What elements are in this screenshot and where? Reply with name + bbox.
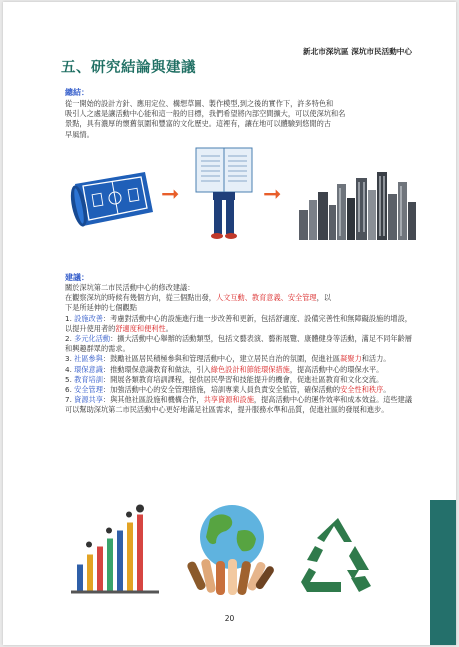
summary-line: 早風情。 — [65, 129, 94, 139]
item-number: 2. — [65, 334, 75, 344]
item-highlight: 綠色設計和節能環保措施 — [210, 364, 290, 374]
item-key: 教育培訓 — [74, 374, 103, 384]
item-highlight: 凝聚力 — [340, 354, 362, 364]
item-number: 5. — [65, 374, 75, 384]
person-reading-illustration — [193, 142, 255, 240]
item-number: 1. — [65, 313, 75, 323]
organization-header: 新北市深坑區 深坑市民活動中心 — [303, 47, 412, 56]
suggestions-section — [65, 272, 415, 416]
item-tail: 。 — [383, 385, 391, 395]
intro-line: 下是所延伸的七個觀點 — [65, 303, 137, 313]
item-number: 4. — [65, 364, 75, 374]
city-skyline-illustration — [297, 170, 417, 240]
summary-line: 景點，具有濃厚的懷舊氛圍和豐富的文化歷史。這裡有，讓在地可以體驗到悠閒的古 — [65, 119, 331, 129]
suggestion-item — [65, 314, 415, 334]
intro-text: 在觀察深坑的時候有幾個方向，從三個點出發， — [65, 293, 216, 303]
arrow-right-icon: ➞ — [263, 182, 282, 207]
item-tail: 。 — [165, 323, 173, 333]
recycle-icon — [293, 507, 383, 607]
document-page — [3, 2, 456, 645]
item-tail: 和活力。 — [361, 354, 391, 364]
summary-text — [65, 99, 415, 140]
item-tail: ，提高活動中心的環保水平。 — [289, 364, 384, 374]
item-highlight: 共享資源和設施 — [203, 395, 254, 405]
item-key: 多元化活動 — [74, 334, 111, 344]
item-number: 3. — [65, 354, 75, 364]
item-key: 安全管理 — [74, 385, 103, 395]
suggestion-item — [65, 385, 415, 395]
item-text: ：擴大活動中心舉辦的活動類型，包括文藝表演、藝術展覽、康體健身等活動，滿足不同年齡層和興趣群眾的需求。 — [65, 334, 412, 354]
item-key: 環保意識 — [74, 364, 103, 374]
item-text: ：與其他社區設施和機構合作， — [102, 395, 204, 405]
suggestion-item — [65, 365, 415, 375]
suggestion-item — [65, 334, 415, 354]
decorative-band — [430, 500, 456, 645]
arrow-right-icon: ➞ — [161, 182, 180, 207]
globe-hands-illustration — [186, 500, 278, 600]
suggestion-item — [65, 354, 415, 364]
suggestions-heading: 建議： — [65, 273, 89, 282]
item-text: ：加強活動中心的安全管理措施，培訓專業人員負責安全監管，確保活動的 — [102, 385, 341, 395]
summary-line: 吸引人之處是讓活動中心能和這一般的目標，我們希望將內部空間擴大，可以使深坑和名 — [65, 109, 346, 119]
item-text: ：開展各類教育培訓課程，提供居民學習和技能提升的機會，促進社區教育和文化交流。 — [102, 374, 384, 384]
illustration-row — [65, 142, 420, 242]
intro-text: ，以 — [316, 293, 331, 303]
item-tail: ，提高活動中心的運作效率和成本效益。這些建議可以幫助深坑第二市民活動中心更好地滿足社區需求，提升服務水準和品質，促進社區的發展和進步。 — [65, 395, 413, 415]
suggestion-item — [65, 375, 415, 385]
summary-line: 從一開始的設計方針、應用定位、構想草圖、製作模型,到之後的實作下，許多特色和 — [65, 99, 334, 108]
blueprint-illustration — [65, 164, 157, 234]
item-text: ：推動環保意識教育和做法，引入 — [102, 364, 211, 374]
intro-line — [65, 293, 415, 303]
suggestions-text — [65, 283, 415, 416]
page-number: 20 — [224, 614, 235, 623]
community-growth-illustration — [69, 500, 164, 600]
item-key: 資源共享 — [74, 395, 103, 405]
summary-heading: 總結： — [65, 88, 89, 97]
item-text: ：考慮對活動中心的設施進行進一步改善和更新，包括舒適度、設備完善性和無障礙設施的增設，以提升使用者的 — [65, 313, 412, 333]
item-text: ：鼓勵社區居民積極參與和管理活動中心，建立居民自治的氛圍，促進社區 — [102, 354, 341, 364]
item-number: 6. — [65, 385, 75, 395]
suggestion-item — [65, 395, 415, 415]
intro-line: 關於深坑第二市民活動中心的修改建議： — [65, 283, 195, 292]
highlight-text: 人文互動、教育意義、安全管理 — [215, 293, 317, 303]
item-key: 社區參與 — [74, 354, 103, 364]
item-key: 設施改善 — [74, 313, 103, 323]
item-number: 7. — [65, 395, 75, 405]
item-highlight: 舒適度和便利性 — [115, 323, 166, 333]
item-highlight: 安全性和秩序 — [340, 385, 384, 395]
summary-section — [65, 87, 415, 140]
section-title: 五、研究結論與建議 — [61, 60, 196, 76]
